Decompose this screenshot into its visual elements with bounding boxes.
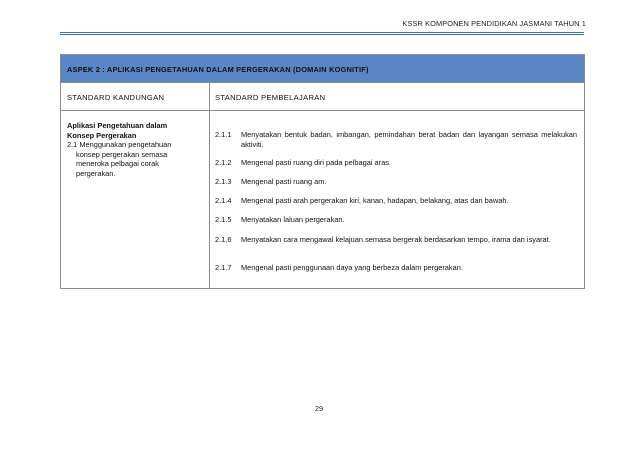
sp-code: 2.1.2: [215, 158, 232, 167]
header-rule-top: [60, 32, 584, 33]
sp-text: Mengenal pasti ruang diri pada pelbagai aras.: [241, 158, 391, 167]
kandungan-item-line3: meneroka pelbagai corak: [76, 159, 159, 169]
column-header-standard-kandungan: STANDARD KANDUNGAN: [67, 93, 165, 102]
header-rule-bottom: [60, 34, 584, 35]
sp-text: Mengenal pasti arah pergerakan kiri, kanan, hadapan, belakang, atas dan bawah.: [241, 196, 509, 205]
sp-code: 2.1.4: [215, 196, 232, 205]
page-number: 29: [314, 404, 324, 413]
kandungan-item-line2: konsep pergerakan semasa: [76, 149, 168, 159]
aspek-header-bar: [61, 55, 584, 83]
kandungan-item-line1: 2.1 Menggunakan pengetahuan: [67, 140, 172, 150]
standard-pembelajaran-item: [215, 263, 577, 273]
standard-pembelajaran-item: [215, 130, 577, 149]
sp-code: 2.1.7: [215, 263, 232, 272]
standard-kandungan-cell: [67, 121, 205, 179]
column-header-row: [61, 83, 584, 111]
sp-text: Menyatakan bentuk badan, imbangan, pemindahan berat badan dan layangan semasa melakukan aktiviti.: [241, 130, 577, 149]
column-divider: [209, 83, 210, 289]
standard-pembelajaran-item: [215, 215, 577, 225]
sp-text: Menyatakan laluan pergerakan.: [241, 215, 345, 224]
sp-text: Mengenal pasti ruang am.: [241, 177, 327, 186]
kandungan-title-line2: Konsep Pergerakan: [67, 130, 137, 140]
standard-pembelajaran-item: [215, 196, 577, 206]
sp-text: Mengenal pasti penggunaan daya yang berbeza dalam pergerakan.: [241, 263, 463, 272]
sp-code: 2.1.3: [215, 177, 232, 186]
kandungan-title-line1: Aplikasi Pengetahuan dalam: [67, 121, 168, 130]
standard-pembelajaran-item: [215, 177, 577, 187]
sp-code: 2.1.1: [215, 130, 232, 139]
sp-code: 2.1.6: [215, 235, 232, 244]
column-header-standard-pembelajaran: STANDARD PEMBELAJARAN: [215, 93, 326, 102]
standard-pembelajaran-item: [215, 158, 577, 168]
sp-code: 2.1.5: [215, 215, 232, 224]
standard-pembelajaran-item: [215, 235, 577, 245]
kandungan-item-line4: pergerakan.: [76, 168, 116, 178]
sp-text: Menyatakan cara mengawal kelajuan semasa bergerak berdasarkan tempo, irama dan isyarat.: [241, 235, 551, 244]
document-header-title: KSSR KOMPONEN PENDIDIKAN JASMANI TAHUN 1: [402, 19, 586, 28]
aspek-title: ASPEK 2 : APLIKASI PENGETAHUAN DALAM PERGERAKAN (DOMAIN KOGNITIF): [67, 65, 369, 74]
curriculum-table: [60, 54, 585, 289]
